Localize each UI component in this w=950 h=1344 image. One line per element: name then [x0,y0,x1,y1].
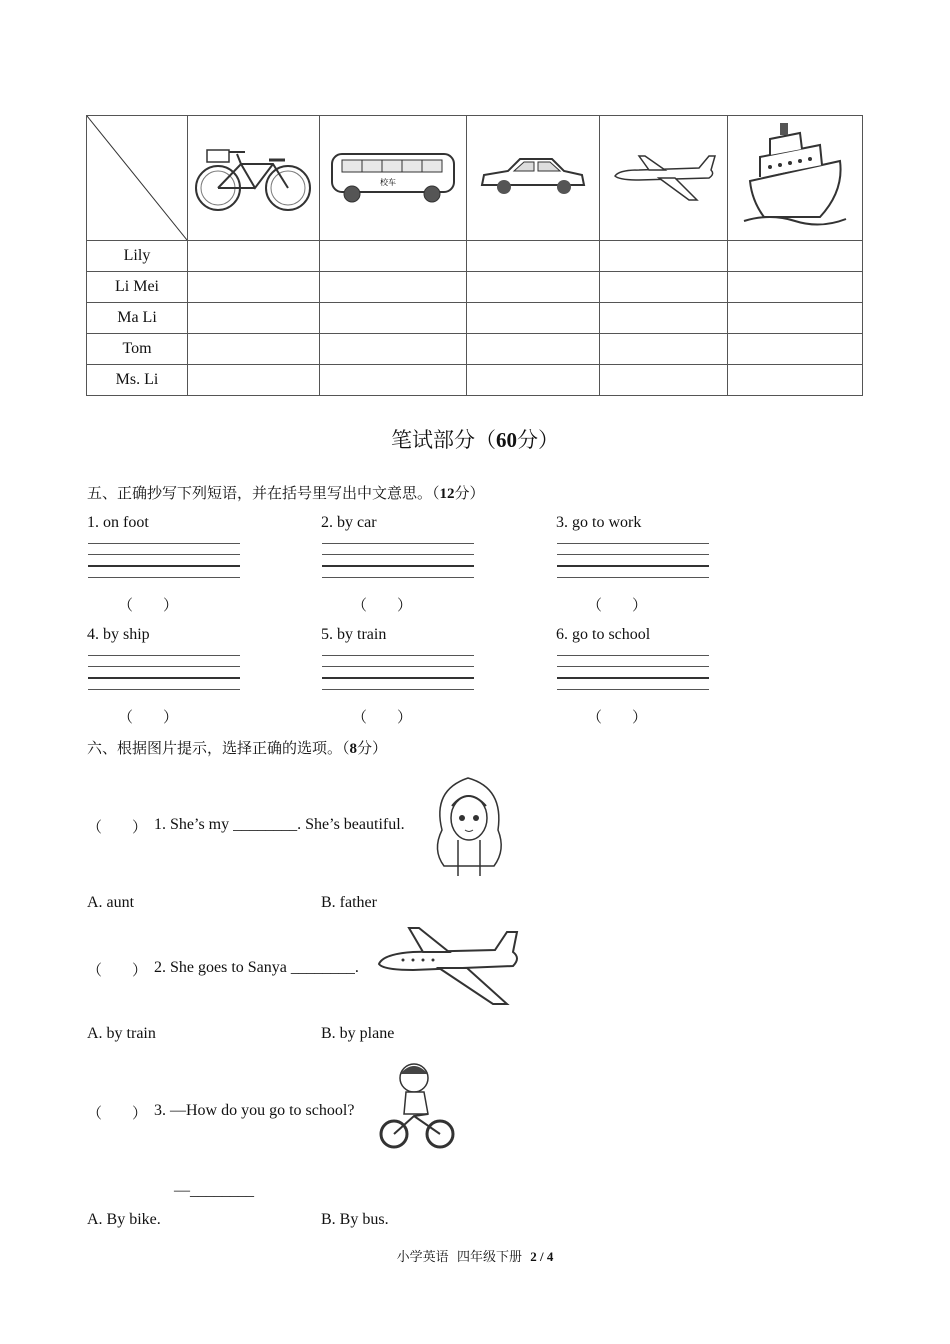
answer-cell[interactable] [599,303,728,334]
answer-paren-3[interactable]: （ ） [87,1104,148,1122]
row-name: Ma Li [87,303,188,334]
ship-cell [728,116,863,241]
car-cell [467,116,600,241]
section6-heading: 六、根据图片提示，选择正确的选项。（8分） [87,739,388,757]
meaning-paren[interactable]: （ ） [352,596,413,614]
page-footer: 小学英语 四年级下册 2 / 4 [396,1249,554,1265]
school-bus-icon [328,146,458,206]
car-icon [478,151,588,201]
answer-line-3[interactable]: —________ [174,1182,254,1199]
writing-lines[interactable] [88,543,240,587]
answer-cell[interactable] [188,365,320,396]
answer-cell[interactable] [728,272,863,303]
answer-cell[interactable] [467,272,600,303]
option-2b: B. by plane [321,1025,395,1042]
answer-cell[interactable] [599,365,728,396]
girl-illustration-icon [428,770,510,878]
answer-cell[interactable] [467,334,600,365]
answer-cell[interactable] [467,365,600,396]
option-3b: B. By bus. [321,1211,389,1228]
writing-lines[interactable] [322,655,474,699]
row-name: Ms. Li [87,365,188,396]
bicycle-cell [188,116,320,241]
answer-paren-1[interactable]: （ ） [87,818,148,836]
airplane-illustration-icon [373,920,523,1010]
row-name: Lily [87,241,188,272]
phrase-2: 2. by car [321,514,377,531]
section5-heading: 五、正确抄写下列短语，并在括号里写出中文意思。（12分） [87,484,485,502]
phrase-5: 5. by train [321,626,387,643]
row-name: Tom [87,334,188,365]
answer-cell[interactable] [467,303,600,334]
bus-sign: 校车 [380,177,397,187]
question-2: 2. She goes to Sanya ________. [154,959,359,976]
answer-cell[interactable] [188,303,320,334]
answer-cell[interactable] [319,303,467,334]
question-3: 3. —How do you go to school? [154,1102,355,1119]
answer-cell[interactable] [319,365,467,396]
phrase-4: 4. by ship [87,626,150,643]
answer-cell[interactable] [599,241,728,272]
answer-cell[interactable] [728,365,863,396]
answer-cell[interactable] [728,241,863,272]
boy-on-bike-illustration-icon [378,1058,456,1152]
phrase-6: 6. go to school [556,626,651,643]
meaning-paren[interactable]: （ ） [118,708,179,726]
plane-cell [599,116,728,241]
option-1b: B. father [321,894,377,911]
answer-cell[interactable] [319,272,467,303]
written-section-title: 笔试部分（60分） [391,428,559,452]
meaning-paren[interactable]: （ ） [587,708,648,726]
answer-cell[interactable] [319,334,467,365]
writing-lines[interactable] [88,655,240,699]
answer-paren-2[interactable]: （ ） [87,961,148,979]
answer-cell[interactable] [728,303,863,334]
meaning-paren[interactable]: （ ） [352,708,413,726]
option-3a: A. By bike. [87,1211,161,1228]
writing-lines[interactable] [557,655,709,699]
plane-icon [609,146,719,206]
phrase-3: 3. go to work [556,514,642,531]
meaning-paren[interactable]: （ ） [118,596,179,614]
answer-cell[interactable] [188,241,320,272]
bus-cell [319,116,467,241]
answer-cell[interactable] [319,241,467,272]
bicycle-icon [193,136,313,216]
row-name: Li Mei [87,272,188,303]
writing-lines[interactable] [557,543,709,587]
diagonal-header-cell [87,116,188,241]
writing-lines[interactable] [322,543,474,587]
answer-cell[interactable] [728,334,863,365]
ship-icon [740,121,850,231]
answer-cell[interactable] [188,334,320,365]
answer-cell[interactable] [599,272,728,303]
answer-cell[interactable] [599,334,728,365]
answer-cell[interactable] [467,241,600,272]
option-1a: A. aunt [87,894,135,911]
meaning-paren[interactable]: （ ） [587,596,648,614]
option-2a: A. by train [87,1025,156,1042]
answer-cell[interactable] [188,272,320,303]
listening-table [86,115,863,396]
phrase-1: 1. on foot [87,514,149,531]
question-1: 1. She’s my ________. She’s beautiful. [154,816,405,833]
